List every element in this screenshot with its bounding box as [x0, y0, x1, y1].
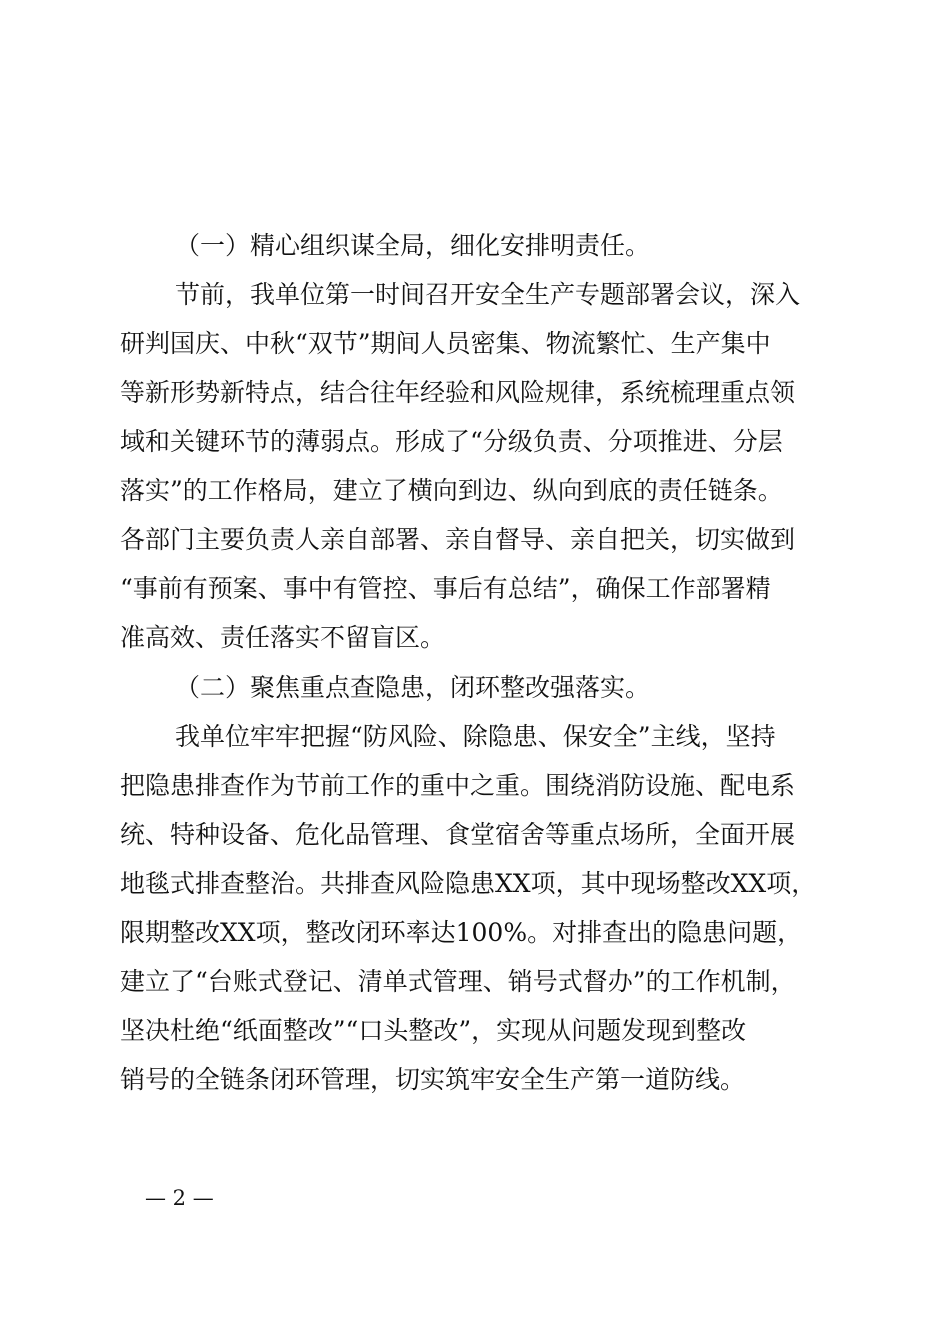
paragraph-line: 等新形势新特点，结合往年经验和风险规律，系统梳理重点领 — [120, 378, 796, 407]
paragraph-line: 节前，我单位第一时间召开安全生产专题部署会议，深入 — [175, 280, 801, 309]
section2-heading: （二）聚焦重点查隐患，闭环整改强落实。 — [175, 673, 651, 702]
paragraph-line: 落实”的工作格局，建立了横向到边、纵向到底的责任链条。 — [120, 476, 783, 505]
paragraph-line: 统、特种设备、危化品管理、食堂宿舍等重点场所，全面开展 — [120, 820, 796, 849]
paragraph-line: 域和关键环节的薄弱点。形成了“分级负责、分项推进、分层 — [120, 427, 783, 456]
paragraph-line: 地毯式排查整治。共排查风险隐患XX项，其中现场整改XX项， — [120, 869, 817, 898]
paragraph-line: 准高效、责任落实不留盲区。 — [120, 623, 446, 652]
paragraph-line: 把隐患排查作为节前工作的重中之重。围绕消防设施、配电系 — [120, 771, 796, 800]
paragraph-line: 限期整改XX项，整改闭环率达100%。对排查出的隐患问题， — [120, 918, 803, 947]
paragraph-line: “事前有预案、事中有管控、事后有总结”，确保工作部署精 — [120, 574, 771, 603]
paragraph-line: 我单位牢牢把握“防风险、除隐患、保安全”主线，坚持 — [175, 722, 776, 751]
paragraph-line: 研判国庆、中秋“双节”期间人员密集、物流繁忙、生产集中 — [120, 329, 771, 358]
section1-heading: （一）精心组织谋全局，细化安排明责任。 — [175, 231, 651, 260]
paragraph-line: 各部门主要负责人亲自部署、亲自督导、亲自把关，切实做到 — [120, 525, 796, 554]
paragraph-line: 建立了“台账式登记、清单式管理、销号式督办”的工作机制， — [120, 967, 796, 996]
paragraph-line: 销号的全链条闭环管理，切实筑牢安全生产第一道防线。 — [120, 1065, 746, 1094]
paragraph-line: 坚决杜绝“纸面整改”“口头整改”，实现从问题发现到整改 — [120, 1016, 747, 1045]
page-number: — 2 — — [145, 1186, 214, 1210]
